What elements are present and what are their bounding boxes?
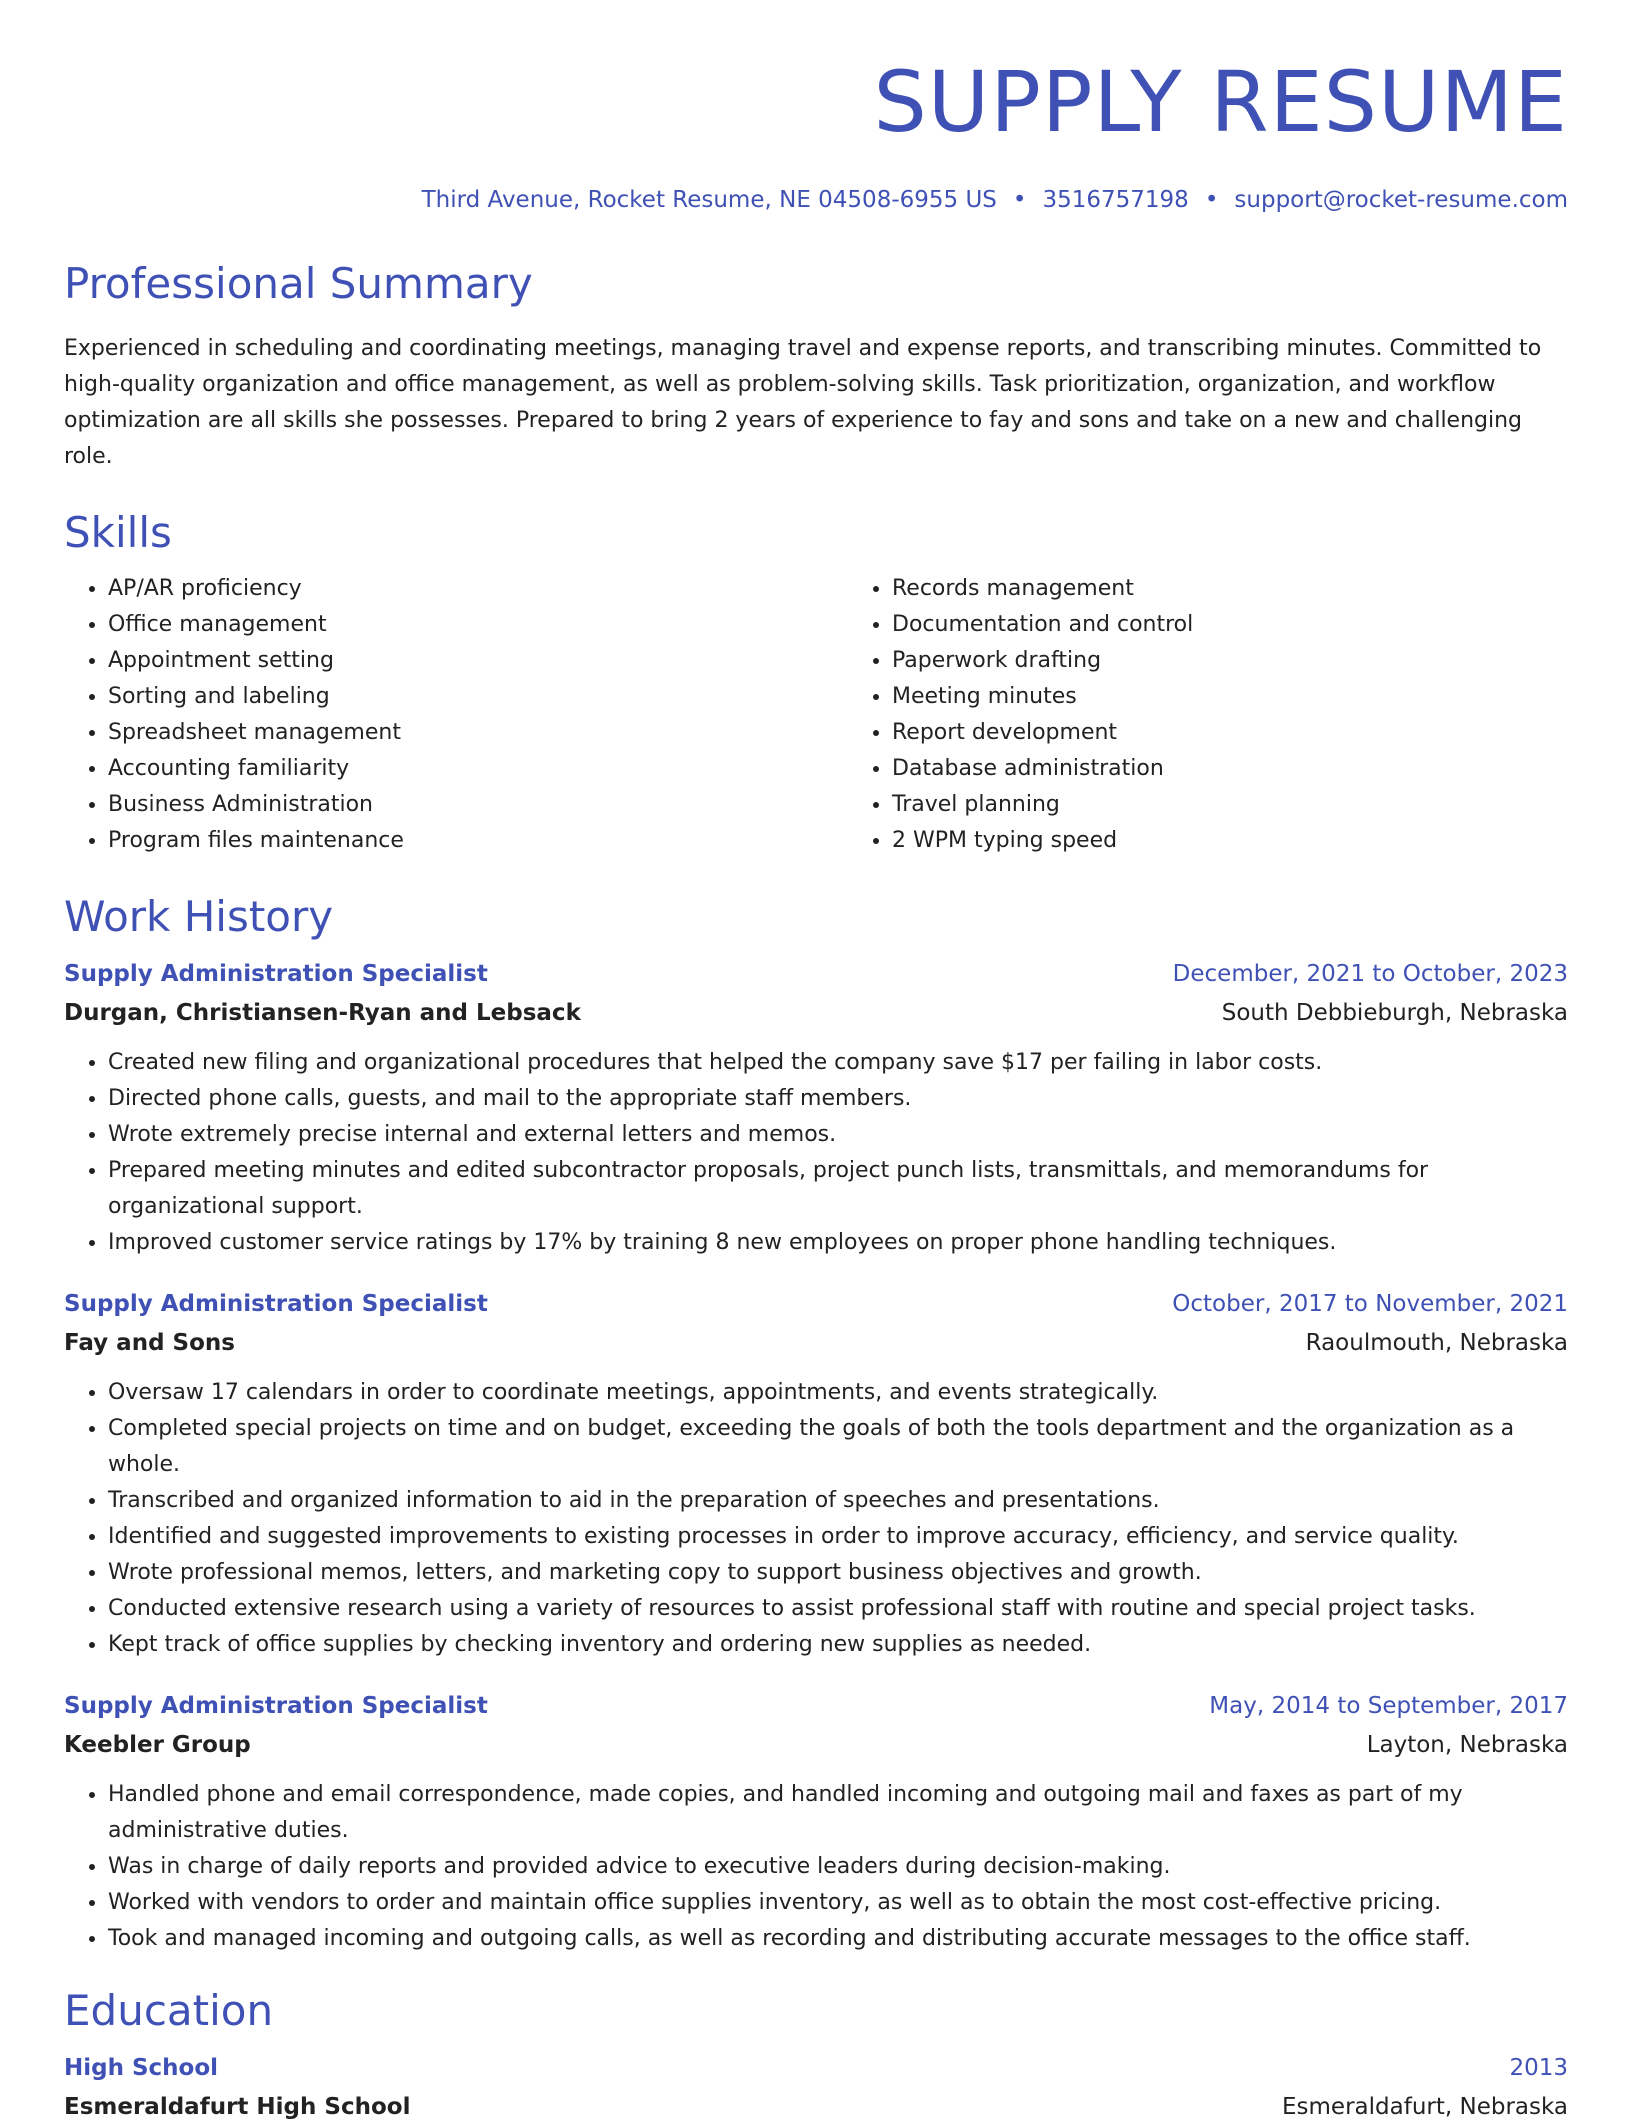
job-bullets <box>64 1375 1568 1663</box>
job-company: Keebler Group <box>64 1732 251 1759</box>
skill-item: • Business Administration <box>108 787 848 823</box>
job-title: Supply Administration Specialist <box>64 1693 488 1720</box>
education-school: Esmeraldafurt High School <box>64 2094 411 2121</box>
skills-list-left <box>64 571 848 859</box>
job-bullet: • Handled phone and email correspondence, made copies, and handled incoming and outgoing mail and faxes as part of my administrative duties. <box>108 1777 1568 1849</box>
contact-info <box>64 186 1568 216</box>
job-bullet: • Completed special projects on time and on budget, exceeding the goals of both the tools department and the organization as a whole. <box>108 1411 1568 1483</box>
job-bullet: • Directed phone calls, guests, and mail to the appropriate staff members. <box>108 1081 1568 1117</box>
email-link[interactable]: support@rocket-resume.com <box>1234 187 1568 214</box>
phone-number[interactable]: 3516757198 <box>1042 187 1189 214</box>
job-entry <box>64 1687 1568 1957</box>
skill-item: • Program files maintenance <box>108 823 848 859</box>
job-bullet: • Identified and suggested improvements to existing processes in order to improve accuracy, efficiency, and service quality. <box>108 1519 1568 1555</box>
job-header-row <box>64 1285 1568 1323</box>
skill-item: • Office management <box>108 607 848 643</box>
job-bullet: • Created new filing and organizational procedures that helped the company save $17 per failing in labor costs. <box>108 1045 1568 1081</box>
job-bullets <box>64 1045 1568 1261</box>
summary-text: Experienced in scheduling and coordinating meetings, managing travel and expense reports, and transcribing minutes. Committed to high-quality organization and office management, as well as problem-solving skills. Task prioritization, organization, and workflow optimization are all skills she possesses. Prepared to bring 2 years of experience to fay and sons and take on a new and challenging role. <box>64 335 1542 469</box>
section-title-summary: Professional Summary <box>64 259 533 309</box>
job-bullets <box>64 1777 1568 1957</box>
job-title: Supply Administration Specialist <box>64 961 488 988</box>
skill-item: • Report development <box>892 715 1632 751</box>
job-title: Supply Administration Specialist <box>64 1291 488 1318</box>
resume-name: SUPPLY RESUME <box>873 53 1568 151</box>
section-title-work-history: Work History <box>64 891 334 941</box>
job-entry <box>64 1285 1568 1663</box>
education-section <box>64 1987 1568 2127</box>
job-company-row <box>64 1323 1568 1363</box>
skill-item: • Accounting familiarity <box>108 751 848 787</box>
separator: • <box>1204 187 1219 214</box>
skill-item: • Spreadsheet management <box>108 715 848 751</box>
job-dates: May, 2014 to September, 2017 <box>1209 1693 1568 1720</box>
job-bullet: • Prepared meeting minutes and edited subcontractor proposals, project punch lists, transmittals, and memorandums for organizational support. <box>108 1153 1568 1225</box>
resume-header <box>64 0 1568 216</box>
job-bullet: • Oversaw 17 calendars in order to coordinate meetings, appointments, and events strategically. <box>108 1375 1568 1411</box>
skill-item: • Meeting minutes <box>892 679 1632 715</box>
skill-item: • Database administration <box>892 751 1632 787</box>
job-header-row <box>64 1687 1568 1725</box>
job-dates: December, 2021 to October, 2023 <box>1172 961 1568 988</box>
section-title-education: Education <box>64 1986 274 2036</box>
job-header-row <box>64 955 1568 993</box>
education-school-row <box>64 2087 1568 2127</box>
skill-item: • Sorting and labeling <box>108 679 848 715</box>
job-location: Raoulmouth, Nebraska <box>1305 1330 1568 1357</box>
education-location: Esmeraldafurt, Nebraska <box>1282 2094 1568 2121</box>
education-header-row <box>64 2049 1568 2087</box>
skills-list-right <box>848 571 1632 859</box>
job-dates: October, 2017 to November, 2021 <box>1172 1291 1568 1318</box>
job-bullet: • Was in charge of daily reports and provided advice to executive leaders during decision-making. <box>108 1849 1568 1885</box>
address: Third Avenue, Rocket Resume, NE 04508-6955 US <box>421 187 997 214</box>
summary-section <box>64 260 1568 474</box>
job-company-row <box>64 993 1568 1033</box>
job-bullet: • Wrote professional memos, letters, and marketing copy to support business objectives and growth. <box>108 1555 1568 1591</box>
job-bullet: • Wrote extremely precise internal and external letters and memos. <box>108 1117 1568 1153</box>
job-company-row <box>64 1725 1568 1765</box>
skill-item: • Paperwork drafting <box>892 643 1632 679</box>
skill-item: • 2 WPM typing speed <box>892 823 1632 859</box>
job-location: South Debbieburgh, Nebraska <box>1221 1000 1568 1027</box>
skills-grid <box>64 571 1568 859</box>
skill-item: • Travel planning <box>892 787 1632 823</box>
job-entry <box>64 955 1568 1261</box>
job-location: Layton, Nebraska <box>1366 1732 1568 1759</box>
section-title-skills: Skills <box>64 507 172 557</box>
work-history-section <box>64 893 1568 1957</box>
job-bullet: • Conducted extensive research using a variety of resources to assist professional staff with routine and special project tasks. <box>108 1591 1568 1627</box>
skills-section <box>64 509 1568 859</box>
education-year: 2013 <box>1509 2055 1568 2082</box>
job-bullet: • Took and managed incoming and outgoing calls, as well as recording and distributing accurate messages to the office staff. <box>108 1921 1568 1957</box>
job-bullet: • Kept track of office supplies by checking inventory and ordering new supplies as needed. <box>108 1627 1568 1663</box>
job-bullet: • Worked with vendors to order and maintain office supplies inventory, as well as to obtain the most cost-effective pricing. <box>108 1885 1568 1921</box>
skill-item: • Documentation and control <box>892 607 1632 643</box>
skill-item: • Records management <box>892 571 1632 607</box>
education-degree: High School <box>64 2055 219 2082</box>
job-company: Durgan, Christiansen-Ryan and Lebsack <box>64 1000 581 1027</box>
job-company: Fay and Sons <box>64 1330 235 1357</box>
separator: • <box>1012 187 1027 214</box>
skill-item: • Appointment setting <box>108 643 848 679</box>
job-bullet: • Improved customer service ratings by 17% by training 8 new employees on proper phone handling techniques. <box>108 1225 1568 1261</box>
skill-item: • AP/AR proficiency <box>108 571 848 607</box>
job-bullet: • Transcribed and organized information to aid in the preparation of speeches and presentations. <box>108 1483 1568 1519</box>
